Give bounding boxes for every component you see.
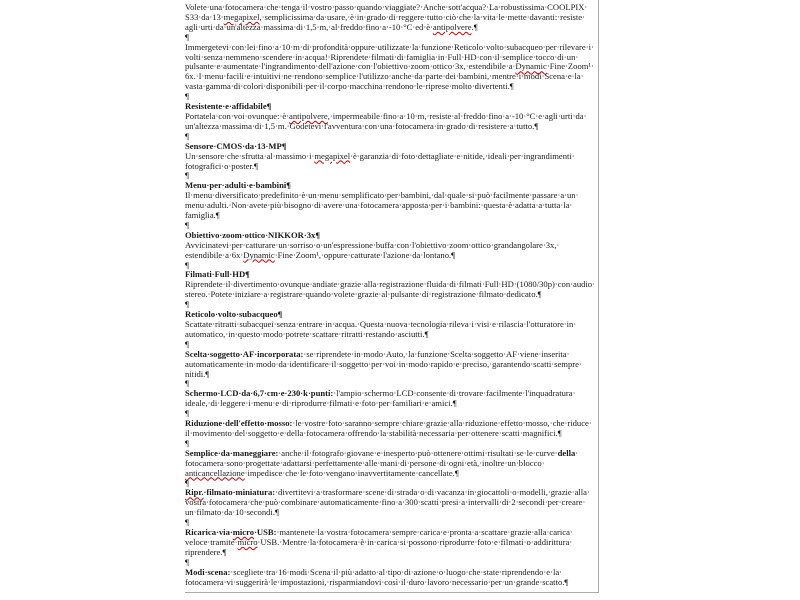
- text-run: Immergetevi·​con·​lei·​fino·​a·​10·​m·​di·​profondità·​oppure·​utilizzate·​la·​funzione·​Reticolo·​volto·​subacqueo·​per·​rilevare·​i·​volti·​senza·​nemmeno·​scendere·​in·​acqua!·​Riprendete·​filmati·​di·​famiglia·​in·​Full·​HD·​con·​il·​semplice·​tocco·​di·​un·​pulsante·​e·​aumentate·​l'ingrandimento·​dell'azione·​con·​l'obiettivo·​zoom·​ottico·​3x,·​estendibile·​a·​: [185, 41, 594, 72]
- text-run: ·​divertitevi·​a·​trasformare·​scene·​di·​strada·​o·​di·​vacanza·​in·​giocattoli·​o·​modelli,·​grazie·​alla·​vostra·​fotocamera·​che·​può·​combinare·​automaticamente·​fino·​a·​300·​scatti·​presi·​a·​intervalli·​di·​2·​secondi·​per·​creare·​un·​filmato·​da·​10·​secondi.: [185, 487, 590, 518]
- text-run: Volete·​una·​fotocamera·​che·​tenga·​il·​vostro·​passo·​quando·​viaggiate?·​Anche·​sott'acqua?·​La·​robustissima·​COOLPIX·​S33·​da·​13·​: [185, 2, 588, 22]
- pilcrow-mark: ¶: [451, 249, 456, 260]
- text-run: Semplice·​da·​maneggiare:: [185, 447, 279, 458]
- text-run: ·​USB:: [254, 527, 277, 538]
- pilcrow-mark: ¶: [185, 408, 189, 419]
- text-run: Riprendete·​il·​divertimento·​ovunque·​andiate·​grazie·​alla·​registrazione·​fluida·​di·​filmati·​Full·​HD·​(1080/30p)·​con·​audio·​stereo.·​Potete·​iniziare·​a·​registrare·​quando·​volete·​grazie·​al·​pulsante·​di·​registrazione·​filmato·​dedicato.: [185, 279, 595, 300]
- text-run: ·​USB.·​Mentre·​la·​fotocamera·​è·​in·​carica·​si·​possono·​riprodurre·​foto·​e·​filmati·​o·​addirittura·​riprendere.: [185, 536, 573, 557]
- text-run: Riduzione·​dell'effetto·​mosso:: [185, 418, 293, 429]
- text-run: Scelta·​soggetto·​AF·​incorporata:: [185, 348, 304, 359]
- pilcrow-mark: ¶: [424, 328, 429, 339]
- pilcrow-mark: ¶: [557, 427, 562, 438]
- body-paragraph[interactable]: [185, 350, 596, 380]
- body-paragraph[interactable]: [185, 152, 596, 172]
- text-run: ,·​semplicissima·​da·​usare,·​è·​in·​grado·​di·​reggere·​tutto·​ciò·​che·​la·​vita·​le·​mette·​davanti:·​resiste·​agli·​urti·​da·​un'altezza·​massima·​di·​1,5·​m,·​al·​freddo·​fino·​a·​-10·​°C·​ed·​è·​: [185, 11, 585, 32]
- spellcheck-flagged-text: anticancellazione: [185, 467, 245, 478]
- pilcrow-mark: ¶: [274, 507, 279, 518]
- spellcheck-flagged-text: antipolvere: [289, 110, 328, 121]
- pilcrow-mark: ¶: [185, 378, 189, 389]
- pilcrow-mark: ¶: [315, 229, 320, 240]
- pilcrow-mark: ¶: [473, 21, 478, 32]
- pilcrow-mark: ¶: [185, 219, 189, 230]
- text-run: ·​le·​vostre·​foto·​saranno·​sempre·​chiare·​grazie·​alla·​riduzione·​effetto·​mosso,·​che·​riduce·​il·​movimento·​del·​soggetto·​e·​della·​fotocamera·​offrendo·​la·​stabilità·​necessaria·​per·​ottenere·​scatti·​magnifici.: [185, 418, 592, 438]
- text-run: Un·​sensore·​che·​sfrutta·​al·​massimo·​i·​: [185, 150, 315, 161]
- text-run: ,·​impermeabile·​fino·​a·​10·​m,·​resiste·​al·​freddo·​fino·​a·​-10·​°C·​e·​agli·​urti·​da·​un'altezza·​massima·​di·​1,5·​m.·​Godetevi·​l'avventura·​con·​una·​fotocamera·​in·​grado·​di·​resistere·​a·​tutto.: [185, 110, 587, 131]
- text-run: ·​l'ampio·​schermo·​LCD·​consente·​di·​trovare·​facilmente·​l'inquadratura·​ideale,·​di·​leggere·​i·​menu·​e·​di·​riprodurre·​filmati·​e·​foto·​per·​familiari·​e·​amici.: [185, 388, 576, 409]
- pilcrow-mark: ¶: [286, 180, 291, 191]
- text-run: .: [471, 21, 474, 32]
- spellcheck-flagged-text: micro: [232, 527, 255, 538]
- pilcrow-mark: ¶: [245, 269, 250, 280]
- text-run: Schermo·​LCD·​da·​6,7·​cm·​e·​230·​k·​punti:: [185, 388, 334, 399]
- pilcrow-mark: ¶: [534, 120, 539, 131]
- text-run: ·​filmato·​miniatura:: [203, 487, 276, 498]
- spellcheck-flagged-text: Ripr.: [185, 487, 204, 498]
- pilcrow-mark: ¶: [185, 338, 189, 349]
- pilcrow-mark: ¶: [509, 81, 514, 92]
- body-paragraph[interactable]: [185, 449, 596, 479]
- text-run: della: [557, 447, 576, 458]
- spellcheck-flagged-text: Dynamic: [515, 61, 547, 72]
- text-run: ·​Fine·​Zoom¹,·​oppure·​catturate·​l'azione·​da·​lontano.: [274, 249, 452, 260]
- pilcrow-mark: ¶: [564, 576, 569, 587]
- pilcrow-mark: ¶: [452, 398, 457, 409]
- body-paragraph[interactable]: [185, 43, 596, 93]
- spellcheck-flagged-text: Dynamic: [243, 249, 275, 260]
- body-paragraph[interactable]: [185, 320, 596, 340]
- text-run: ·​mantenete·​la·​vostra·​fotocamera·​sempre·​carica·​e·​pronta·​a·​scattare·​grazie·​alla·​carica·​veloce·​tramite·​: [185, 527, 573, 547]
- body-paragraph[interactable]: [185, 419, 596, 439]
- pilcrow-mark: ¶: [222, 546, 227, 557]
- pilcrow-mark: ¶: [281, 140, 287, 151]
- text-run: Ricarica·​via·​: [185, 527, 233, 538]
- body-paragraph[interactable]: [185, 488, 596, 518]
- pilcrow-mark: ¶: [185, 556, 189, 567]
- text-run: ·​è·​garanzia·​di·​foto·​dettagliate·​e·​nitide,·​ideali·​per·​ingrandimenti·​fotografici·​o·​poster.: [185, 150, 575, 171]
- pilcrow-mark: ¶: [253, 160, 258, 171]
- text-run: ·​impedisce·​che·​le·​foto·​vengano·​inavvertitamente·​cancellate.: [244, 467, 455, 478]
- body-paragraph[interactable]: [185, 241, 596, 261]
- pilcrow-mark: ¶: [185, 130, 189, 141]
- text-run: Obiettivo·​zoom·​ottico·​NIKKOR·​3x: [185, 229, 316, 240]
- body-paragraph[interactable]: [185, 112, 596, 132]
- text-run: Resistente·​e·​affidabile: [185, 101, 267, 112]
- text-run: Reticolo·​volto·​subacqueo: [185, 309, 278, 320]
- pilcrow-mark: ¶: [185, 170, 189, 181]
- body-paragraph[interactable]: [185, 3, 596, 33]
- text-run: ·​se·​riprendete·​in·​modo·​Auto,·​la·​funzione·​Scelta·​soggetto·​AF·​viene·​inserita·​automaticamente·​in·​modo·​da·​identificare·​il·​soggetto·​per·​voi·​in·​modo·​rapido·​e·​preciso,·​garantendo·​scatti·​sempre·​nitidi.: [185, 348, 582, 379]
- pilcrow-mark: ¶: [185, 31, 189, 42]
- text-run: Menu·​per·​adulti·​e·​bambini: [185, 180, 287, 191]
- pilcrow-mark: ¶: [537, 289, 542, 300]
- body-paragraph[interactable]: [185, 191, 596, 221]
- pilcrow-mark: ¶: [454, 467, 459, 478]
- text-run: ·​Fine·​Zoom¹·​6x.·​I·​menu·​facili·​e·​intuitivi·​ne·​rendono·​semplice·​l'utilizzo·​anche·​da·​parte·​dei·​bambini,·​mentre·​i·​modi·​Scena·​e·​la·​vasta·​gamma·​di·​colori·​disponibili·​per·​il·​corpo·​macchina·​rendono·​le·​riprese·​molto·​divertenti.: [185, 61, 594, 92]
- text-run: ·​scegliete·​tra·​16·​modi·​Scena·​il·​più·​adatto·​al·​tipo·​di·​azione·​o·​luogo·​che·​state·​riprendendo·​e·​la·​fotocamera·​vi·​suggerirà·​le·​impostazioni,·​risparmiandovi·​così·​il·​duro·​lavoro·​necessario·​per·​un·​grande·​scatto.: [185, 566, 565, 587]
- spellcheck-flagged-text: antipolvere: [432, 21, 472, 32]
- document-page[interactable]: [185, 0, 599, 593]
- spellcheck-flagged-text: megapixel: [223, 11, 260, 22]
- text-run: Scattate·​ritratti·​subacquei·​senza·​entrare·​in·​acqua.·​Questa·​nuova·​tecnologia·​rileva·​i·​visi·​e·​rilascia·​l'otturatore·​in·​automatico,·​in·​questo·​modo·​potrete·​scattare·​ritratti·​restando·​asciutti.: [185, 319, 577, 339]
- text-run: Avvicinatevi·​per·​catturare·​un·​sorriso·​o·​un'espressione·​buffa·​con·​l'obiettivo·​zoom·​ottico·​grandangolare·​3x,·​estendibile·​a·​6x·​: [185, 239, 560, 260]
- body-paragraph[interactable]: [185, 568, 596, 588]
- text-run: Filmati·​Full·​HD: [185, 269, 246, 280]
- spellcheck-flagged-text: megapixel: [314, 150, 351, 161]
- spellcheck-flagged-text: micro: [237, 536, 258, 547]
- text-run: Modi·​scena:: [185, 566, 231, 577]
- body-paragraph[interactable]: [185, 280, 596, 300]
- body-paragraph[interactable]: [185, 389, 596, 409]
- pilcrow-mark: ¶: [185, 259, 189, 270]
- text-run: Portatela·​con·​voi·​ovunque:·​è·​: [185, 110, 290, 121]
- text-run: ·​anche·​il·​fotografo·​giovane·​e·​inesperto·​può·​ottenere·​ottimi·​risultati·​se·​le·​curve·​: [278, 447, 558, 458]
- text-run: ·​fotocamera·​sono·​progettate·​adattarsi·​perfettamente·​alle·​mani·​di·​persone·​di·​ogni·​età,·​inoltre·​un·​blocco·​: [185, 447, 579, 468]
- pilcrow-mark: ¶: [185, 477, 189, 488]
- pilcrow-mark: ¶: [266, 101, 272, 112]
- text-run: Sensore·​CMOS·​da·​13·​MP: [185, 140, 282, 151]
- text-run: Il·​menu·​diversificato·​predefinito·​è·​un·​menu·​semplificato·​per·​bambini,·​dal·​quale·​si·​può·​facilmente·​passare·​a·​un·​menu·​adulti.·​Non·​avete·​più·​bisogno·​di·​avere·​una·​fotocamera·​apposta·​per·​i·​bambini:·​questa·​è·​adatta·​a·​tutta·​la·​famiglia.: [185, 190, 579, 221]
- pilcrow-mark: ¶: [185, 299, 189, 310]
- body-paragraph[interactable]: [185, 528, 596, 558]
- pilcrow-mark: ¶: [205, 368, 210, 379]
- pilcrow-mark: ¶: [215, 210, 220, 221]
- pilcrow-mark: ¶: [277, 309, 283, 320]
- text-column: [185, 3, 596, 587]
- pilcrow-mark: ¶: [185, 517, 189, 528]
- pilcrow-mark: ¶: [185, 437, 189, 448]
- pilcrow-mark: ¶: [185, 91, 189, 102]
